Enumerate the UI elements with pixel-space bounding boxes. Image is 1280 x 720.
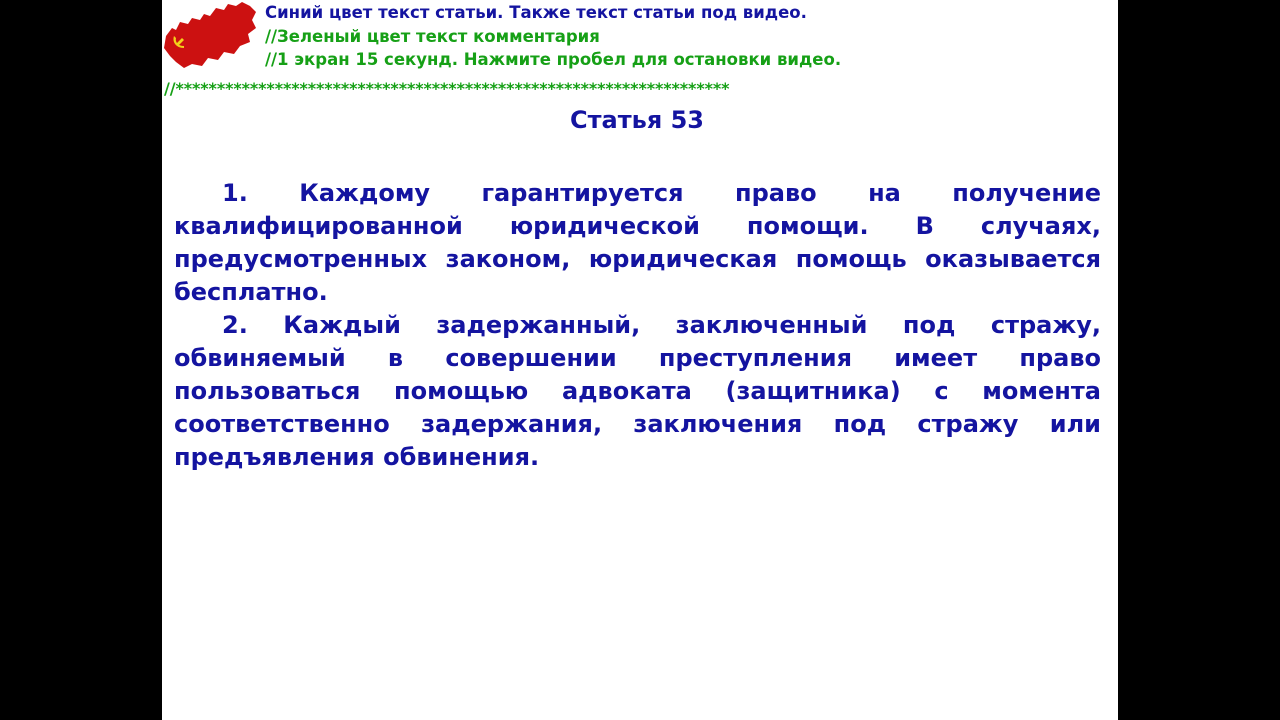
separator-line: //******************************************************************* [164, 79, 730, 98]
legend-blue-line: Синий цвет текст статьи. Также текст статьи под видео. [265, 3, 807, 22]
legend-green-line: //Зеленый цвет текст комментария [265, 27, 600, 46]
ussr-map-hammer-sickle-icon [162, 0, 258, 70]
article-paragraph-2: 2. Каждый задержанный, заключенный под стражу, обвиняемый в совершении преступления имеет право пользоваться помощью адвоката (защитника) с момента соответственно задержания, заключения под стражу или предъявления обвинения. [174, 311, 1101, 471]
video-frame [162, 0, 1118, 720]
article-body [174, 177, 1101, 474]
article-title: Статья 53 [570, 106, 704, 134]
article-paragraph-1: 1. Каждому гарантируется право на получение квалифицированной юридической помощи. В случаях, предусмотренных законом, юридическая помощь оказывается бесплатно. [174, 179, 1101, 306]
legend-timing-line: //1 экран 15 секунд. Нажмите пробел для остановки видео. [265, 50, 842, 69]
